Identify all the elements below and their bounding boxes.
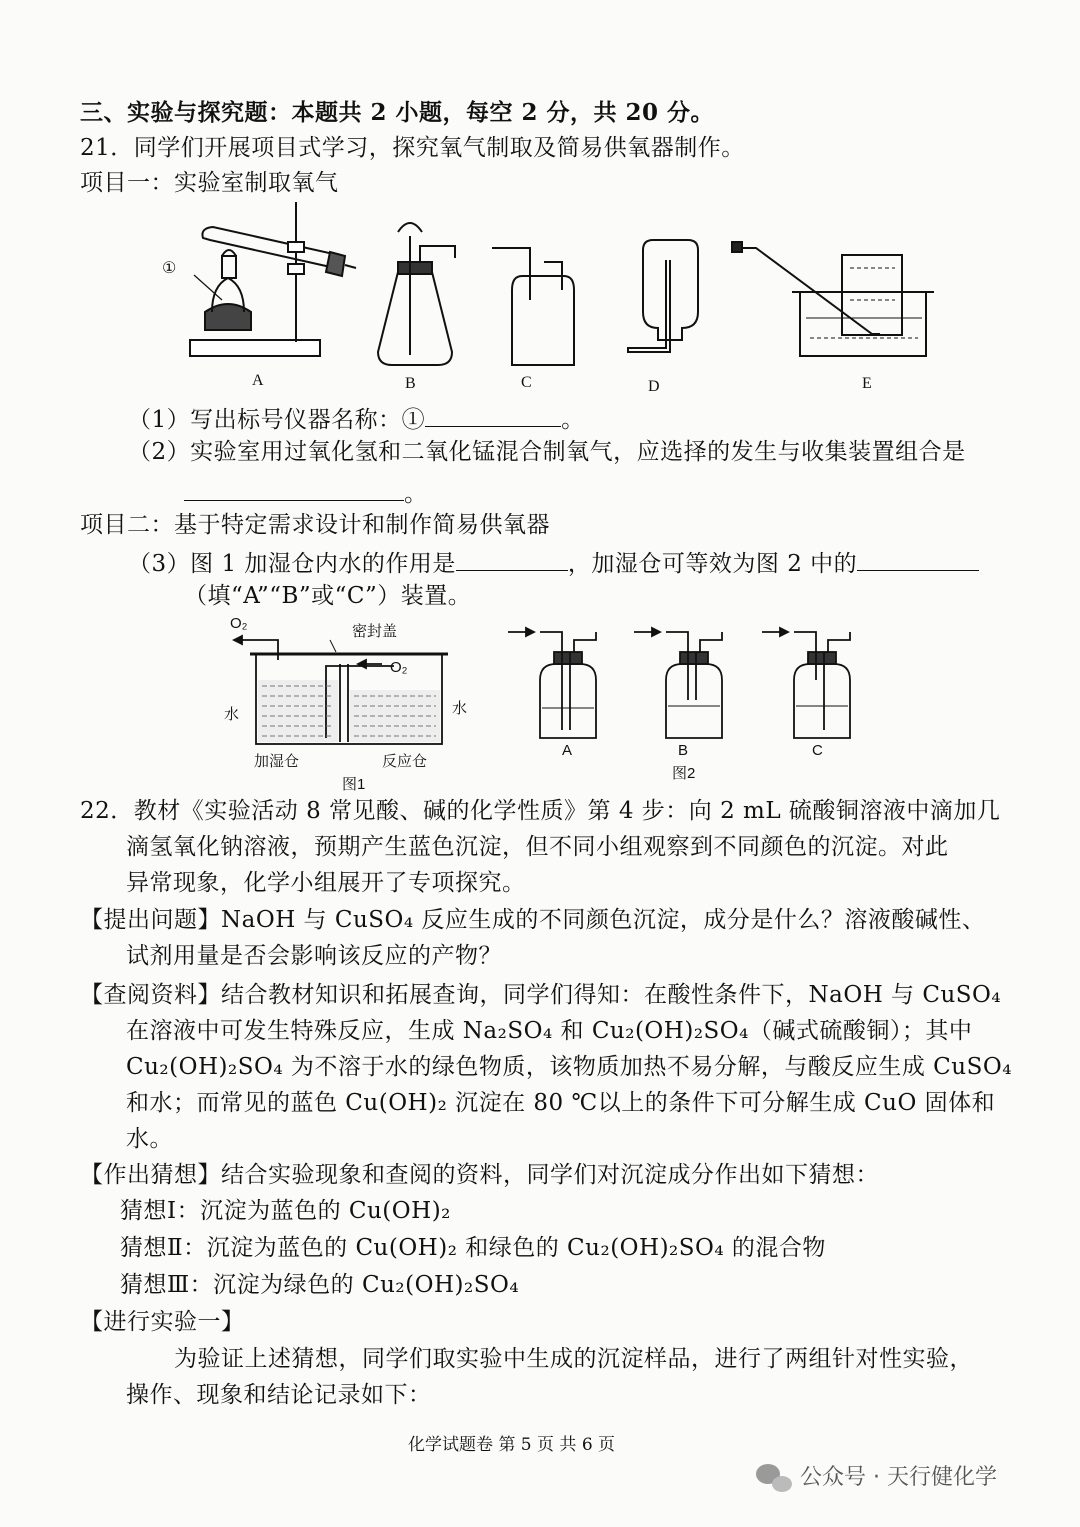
label-a: A — [252, 372, 264, 389]
q21-sub3-cont: （填“A”“B”或“C”）装置。 — [184, 583, 472, 609]
q22-hypothesis-intro: 【作出猜想】结合实验现象和查阅的资料，同学们对沉淀成分作出如下猜想： — [80, 1162, 879, 1188]
fig1-device — [234, 636, 448, 744]
fig2-label-a: A — [562, 742, 573, 759]
fig1-seal: 密封盖 — [352, 623, 398, 640]
label-d: D — [648, 378, 660, 395]
fig2-caption: 图2 — [672, 765, 696, 782]
apparatus-e — [732, 242, 934, 356]
q22-hypothesis-3: 猜想Ⅲ：沉淀为绿色的 Cu₂(OH)₂SO₄ — [120, 1272, 520, 1298]
q22-question2: 试剂用量是否会影响该反应的产物？ — [126, 943, 502, 969]
q21-sub2-answer — [184, 476, 428, 509]
marker-1: ① — [162, 260, 177, 277]
answer-blank-3[interactable] — [456, 546, 568, 571]
watermark: 公众号 · 天行健化学 — [800, 1465, 997, 1490]
q22-experiment-1: 为验证上述猜想，同学们取实验中生成的沉淀样品，进行了两组针对性实验， — [174, 1346, 973, 1372]
q21-sub3 — [128, 546, 979, 579]
fig1-caption: 图1 — [342, 776, 366, 793]
q22-hypothesis-2: 猜想Ⅱ：沉淀为蓝色的 Cu(OH)₂ 和绿色的 Cu₂(OH)₂SO₄ 的混合物 — [120, 1235, 826, 1261]
fig1-humid: 加湿仓 — [254, 753, 300, 770]
q22-question1: 【提出问题】NaOH 与 CuSO₄ 反应生成的不同颜色沉淀，成分是什么？溶液酸碱性、 — [80, 907, 986, 933]
q21-stem: 21．同学们开展项目式学习，探究氧气制取及简易供氧器制作。 — [80, 135, 745, 161]
fig1-o2-out: O₂ — [230, 615, 248, 632]
answer-blank-4[interactable] — [857, 546, 979, 571]
q22-ref4: 和水；而常见的蓝色 Cu(OH)₂ 沉淀在 80 ℃以上的条件下可分解生成 CuO 固体和 — [126, 1090, 996, 1116]
q22-experiment-2: 操作、现象和结论记录如下： — [126, 1382, 432, 1408]
q21-project2: 项目二：基于特定需求设计和制作简易供氧器 — [80, 512, 550, 538]
answer-blank-2[interactable] — [184, 476, 404, 501]
page-footer: 化学试题卷 第 5 页 共 6 页 — [408, 1435, 616, 1455]
fig1-water-right: 水 — [452, 700, 468, 717]
q22-line1: 22．教材《实验活动 8 常见酸、碱的化学性质》第 4 步：向 2 mL 硫酸铜溶液中滴加几 — [80, 798, 1001, 824]
fig2-bottle-a — [508, 628, 596, 738]
q22-hypothesis-1: 猜想Ⅰ：沉淀为蓝色的 Cu(OH)₂ — [120, 1198, 451, 1224]
fig2-bottle-c — [762, 628, 850, 738]
apparatus-d — [628, 240, 698, 352]
q22-ref1: 【查阅资料】结合教材知识和拓展查询，同学们得知：在酸性条件下，NaOH 与 CuSO₄ — [80, 982, 1002, 1008]
fig2-bottle-b — [634, 628, 722, 738]
sub2-suffix: 。 — [404, 481, 428, 507]
q22-ref3: Cu₂(OH)₂SO₄ 为不溶于水的绿色物质，该物质加热不易分解，与酸反应生成 CuSO₄ — [126, 1054, 1012, 1080]
label-e: E — [862, 375, 872, 392]
fig1-react: 反应仓 — [382, 753, 428, 770]
fig2-label-c: C — [812, 742, 823, 759]
q22-ref2: 在溶液中可发生特殊反应，生成 Na₂SO₄ 和 Cu₂(OH)₂SO₄（碱式硫酸铜）；其中 — [126, 1018, 973, 1044]
q22-ref5: 水。 — [126, 1126, 173, 1152]
apparatus-a — [190, 202, 356, 356]
label-c: C — [521, 374, 532, 391]
sub3-text-a: （3）图 1 加湿仓内水的作用是 — [128, 551, 456, 577]
q21-sub1 — [128, 402, 585, 435]
apparatus-c — [492, 248, 574, 365]
section-title: 三、实验与探究题：本题共 2 小题，每空 2 分，共 20 分。 — [80, 99, 715, 126]
answer-blank-1[interactable] — [425, 402, 561, 427]
apparatus-b — [378, 223, 455, 365]
sub1-text: （1）写出标号仪器名称：① — [128, 407, 426, 433]
fig1-o2-in: O₂ — [390, 659, 408, 676]
q22-line2: 滴氢氧化钠溶液，预期产生蓝色沉淀，但不同小组观察到不同颜色的沉淀。对此 — [126, 834, 949, 860]
fig2-label-b: B — [678, 742, 689, 759]
sub3-text-b: ，加湿仓可等效为图 2 中的 — [567, 551, 858, 577]
q22-experiment-title: 【进行实验一】 — [80, 1309, 245, 1335]
fig1-water-left: 水 — [224, 706, 240, 723]
q22-line3: 异常现象，化学小组展开了专项探究。 — [126, 870, 526, 896]
q21-sub2: （2）实验室用过氧化氢和二氧化锰混合制氧气，应选择的发生与收集装置组合是 — [128, 439, 966, 465]
label-b: B — [405, 375, 416, 392]
sub1-suffix: 。 — [561, 407, 585, 433]
q21-project1: 项目一：实验室制取氧气 — [80, 170, 339, 196]
